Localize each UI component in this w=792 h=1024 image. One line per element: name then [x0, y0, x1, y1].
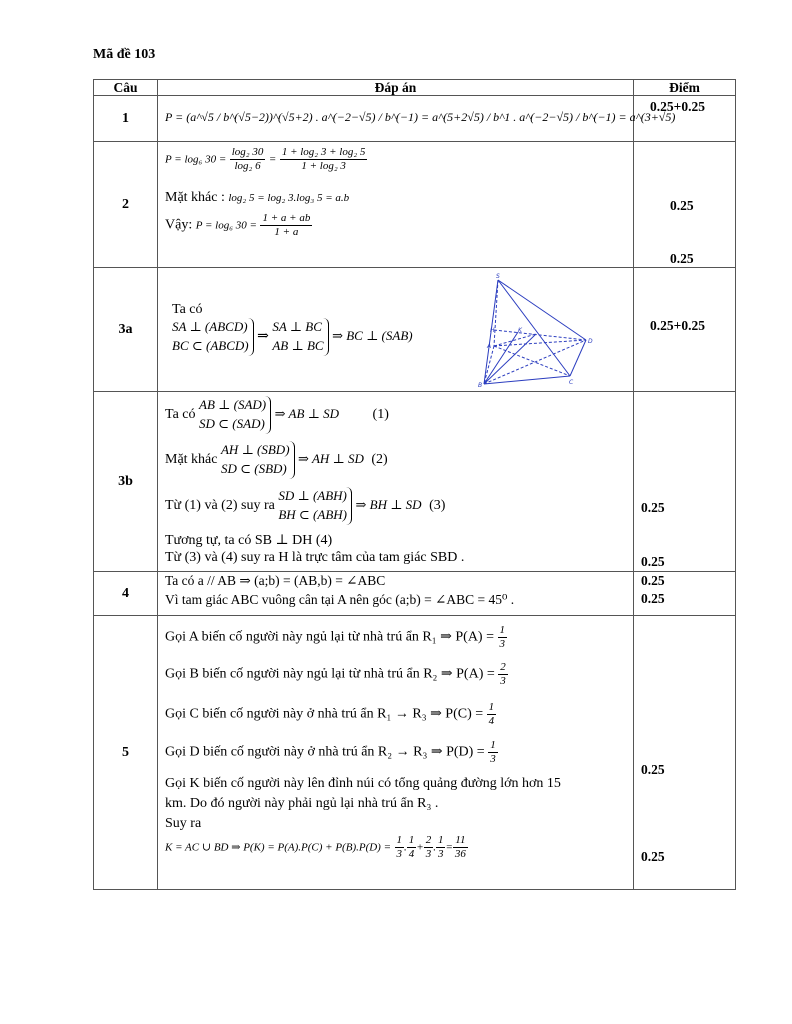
q2-line3: [165, 212, 312, 238]
condition: SD ⊂ (SAD): [199, 415, 265, 431]
q5-line2-text: Gọi B biến cố người này ngủ lại từ nhà trú ẩn R₂ ⇒ P(A) =: [165, 666, 495, 682]
q2-fraction-3: [260, 212, 312, 238]
points: 0.25: [641, 573, 665, 588]
q2-fraction-1: [230, 146, 266, 172]
points-cell: [634, 392, 736, 572]
q5-line7: Suy ra: [165, 816, 202, 831]
q3b-result-1: ⇒ AB ⊥ SD: [274, 406, 340, 422]
points-cell: [634, 616, 736, 890]
q2-lhs: P = log₆ 30 =: [165, 153, 227, 166]
plus: +: [416, 841, 424, 854]
q5-line8: [165, 834, 468, 860]
q2-fraction-2: [280, 146, 368, 172]
edge-HD: [494, 330, 586, 340]
question-label: 3a: [94, 268, 158, 392]
q3b-system-1: [199, 396, 271, 434]
condition: SA ⊥ (ABCD): [172, 319, 248, 334]
header-cau: Câu: [94, 80, 158, 96]
q2-line3-math: P = log₆ 30 =: [195, 219, 257, 232]
q3b-result-2: ⇒ AH ⊥ SD: [298, 451, 364, 467]
q5-line2: [165, 661, 508, 687]
table-row-q5: [94, 616, 736, 890]
q3b-result-3: ⇒ BH ⊥ SD: [355, 497, 422, 513]
edge-BH: [484, 332, 518, 384]
numerator: 1 + a + ab: [262, 212, 311, 224]
denominator: 3: [437, 847, 444, 860]
points: 0.25: [641, 554, 665, 569]
condition: AH ⊥ (SBD): [220, 442, 290, 457]
dot: .: [433, 841, 436, 854]
implies: ⇒: [257, 329, 269, 345]
q4-line1: Ta có a // AB ⇒ (a;b) = (AB,b) = ∠ABC: [165, 573, 386, 588]
points-cell: [634, 142, 736, 268]
vertex-label: H: [490, 327, 495, 334]
vertex-label: A: [487, 343, 492, 350]
condition: AB ⊥ BC: [272, 337, 324, 353]
numerator: 1: [396, 834, 403, 846]
q5-fraction: [395, 834, 405, 860]
q3b-tag-1: (1): [372, 407, 389, 423]
numerator: 1: [437, 834, 444, 846]
q2-line2: [165, 190, 349, 206]
points: 0.25: [670, 198, 694, 213]
table-row-q3b: [94, 392, 736, 572]
vertex-label: C: [569, 379, 574, 386]
q2-line3-text: Vậy:: [165, 217, 193, 233]
equals: =: [445, 841, 453, 854]
condition: BC ⊂ (ABCD): [172, 337, 249, 353]
q1-formula: P = (a^√5 / b^(√5−2))^(√5+2) . a^(−2−√5) / b^(−1) = a^(5+2√5) / b^1 . a^(−2−√5) / b^(−1) = a^(3+√5): [165, 110, 676, 124]
numerator: 1: [488, 701, 495, 713]
numerator: 2: [425, 834, 432, 846]
vertex-label: D: [588, 338, 593, 345]
denominator: 1 + a: [274, 225, 299, 238]
table-header-row: [94, 80, 736, 96]
q5-line3-text: Gọi C biến cố người này ở nhà trú ẩn R₁ → R₃ ⇒ P(C) =: [165, 706, 484, 722]
question-label: 3b: [94, 392, 158, 572]
denominator: 3: [490, 752, 496, 765]
q3b-line4: Tương tự, ta có SB ⊥ DH (4): [165, 533, 333, 548]
answer-cell: [158, 392, 634, 572]
answer-table: [93, 79, 736, 890]
numerator: 1: [408, 834, 415, 846]
denominator: 4: [408, 847, 415, 860]
q3a-ta-co: Ta có: [172, 302, 203, 317]
q3a-system-left: [172, 318, 254, 356]
denominator: 4: [488, 714, 495, 727]
q5-line3: [165, 701, 496, 727]
header-dap-an: Đáp án: [158, 80, 634, 96]
points: 0.25: [641, 762, 665, 777]
q3b-line2-text: Mặt khác: [165, 452, 218, 468]
edge-AB: [484, 346, 494, 384]
q3b-line3: [165, 487, 445, 525]
q3b-system-2: [221, 441, 295, 479]
edge-SA: [494, 280, 498, 346]
q5-line4-text: Gọi D biến cố người này ở nhà trú ẩn R₂ → R₃ ⇒ P(D) =: [165, 744, 485, 760]
denominator: 3: [396, 847, 403, 860]
q5-line1: [165, 624, 507, 650]
points: 0.25: [641, 849, 665, 864]
q5-line5: Gọi K biến cố người này lên đỉnh núi có tổng quảng đường lớn hơn 15: [165, 776, 561, 791]
q5-line4: [165, 739, 498, 765]
denominator: 1 + log₂ 3: [301, 159, 346, 172]
q3b-line3-text: Từ (1) và (2) suy ra: [165, 498, 275, 514]
q3b-system-3: [278, 487, 352, 525]
edge-BC: [484, 376, 570, 384]
points: 0.25+0.25: [650, 99, 705, 114]
points-cell: [634, 96, 736, 142]
answer-cell: [158, 572, 634, 616]
denominator: 36: [454, 847, 466, 860]
q5-fraction: [488, 739, 498, 765]
q3a-system: [172, 318, 413, 356]
points: 0.25: [641, 591, 665, 606]
points: 0.25: [670, 251, 694, 266]
table-row-q1: [94, 96, 736, 142]
q3a-system-mid: [272, 318, 328, 356]
q5-fraction: [487, 701, 497, 727]
q3b-tag-3: (3): [429, 498, 446, 514]
q3b-line2: [165, 441, 388, 479]
exam-code-title: Mã đề 103: [93, 47, 156, 62]
q5-line1-text: Gọi A biến cố người này ngủ lại từ nhà trú ẩn R₁ ⇒ P(A) =: [165, 629, 494, 645]
answer-cell: [158, 268, 634, 392]
condition: BH ⊂ (ABH): [278, 506, 347, 522]
denominator: log₂ 6: [234, 159, 261, 172]
q3b-line1-text: Ta có: [165, 407, 196, 423]
points: 0.25+0.25: [650, 318, 705, 333]
numerator: 2: [500, 661, 506, 673]
points: 0.25: [641, 500, 665, 515]
q2-line1: [165, 146, 367, 172]
numerator: log₂ 30: [231, 146, 264, 158]
q3b-tag-2: (2): [371, 452, 388, 468]
q2-line2-text: Mặt khác :: [165, 190, 225, 205]
vertex-label: S: [496, 273, 500, 280]
numerator: 1 + log₂ 3 + log₂ 5: [281, 146, 366, 158]
condition: SD ⊂ (SBD): [220, 460, 287, 476]
q5-fraction: [407, 834, 417, 860]
edge-SD: [498, 280, 586, 340]
q5-fraction: [498, 624, 508, 650]
condition: AB ⊥ (SAD): [199, 397, 267, 412]
points-cell: [634, 268, 736, 392]
q5-fraction: [424, 834, 434, 860]
equals: =: [268, 153, 277, 166]
answer-cell: [158, 96, 676, 142]
dot: .: [404, 841, 407, 854]
vertex-label: B: [478, 382, 483, 388]
q5-line8-math: K = AC ∪ BD ⇒ P(K) = P(A).P(C) + P(B).P(D) =: [165, 841, 392, 854]
q5-fraction: [498, 661, 508, 687]
points-cell: [634, 572, 736, 616]
q2-line2-math: log₂ 5 = log₂ 3.log₃ 5 = a.b: [228, 192, 350, 204]
denominator: 3: [425, 847, 432, 860]
question-label: 4: [94, 572, 158, 616]
header-diem: Điểm: [634, 80, 736, 96]
q5-line6: km. Do đó người này phải ngủ lại nhà trú ẩn R₃ .: [165, 796, 439, 811]
answer-cell: [158, 142, 634, 268]
denominator: 3: [499, 637, 505, 650]
answer-cell: [158, 616, 634, 890]
hidden-edges: [484, 280, 586, 384]
table-row-q2: [94, 142, 736, 268]
question-label: 2: [94, 142, 158, 268]
question-label: 1: [94, 96, 158, 142]
edge-BD: [484, 340, 586, 384]
q4-line2: Vì tam giác ABC vuông cân tại A nên góc (a;b) = ∠ABC = 45⁰ .: [165, 592, 515, 607]
condition: SA ⊥ BC: [272, 319, 322, 334]
pyramid-figure: [476, 272, 596, 388]
numerator: 11: [453, 834, 468, 848]
numerator: 1: [490, 739, 496, 751]
q3b-line1: [165, 396, 389, 434]
q3b-line5: Từ (3) và (4) suy ra H là trực tâm của tam giác SBD .: [165, 550, 465, 565]
question-label: 5: [94, 616, 158, 890]
q3a-result: ⇒ BC ⊥ (SAB): [332, 328, 413, 344]
edge-AD: [494, 340, 586, 346]
condition: SD ⊥ (ABH): [278, 488, 347, 503]
table-row-q3a: [94, 268, 736, 392]
table-row-q4: [94, 572, 736, 616]
denominator: 3: [500, 674, 506, 687]
q5-fraction: [453, 834, 468, 860]
numerator: 1: [499, 624, 505, 636]
vertex-label: K: [518, 327, 522, 334]
